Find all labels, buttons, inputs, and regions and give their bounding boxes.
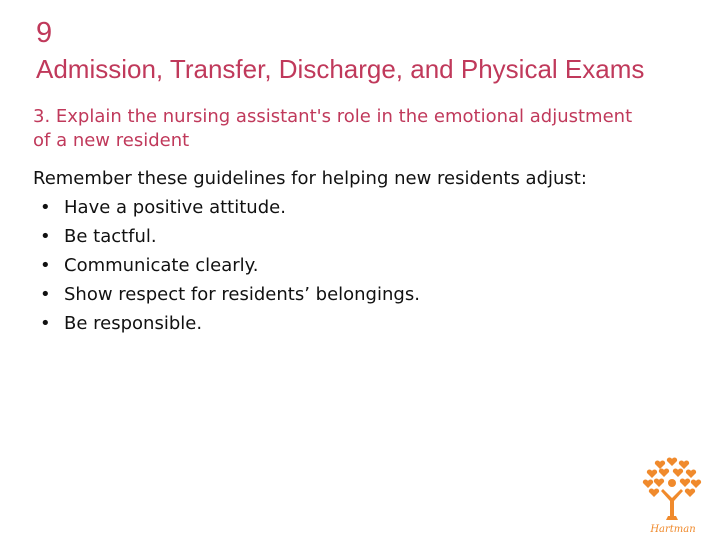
objective-heading: 3. Explain the nursing assistant's role in the emotional adjustment of a new resident [33, 106, 633, 151]
guideline-item: • Communicate clearly. [40, 251, 420, 280]
heart-tree-logo-icon [640, 456, 704, 536]
guideline-item: • Show respect for residents’ belongings. [40, 280, 420, 309]
hartman-logo [640, 456, 704, 536]
guideline-item: • Have a positive attitude. [40, 193, 420, 222]
guideline-item: • Be responsible. [40, 309, 420, 338]
guideline-list [40, 193, 420, 338]
chapter-title: Admission, Transfer, Discharge, and Physical Exams [36, 54, 645, 84]
logo-wordmark: Hartman [650, 524, 696, 535]
intro-text: Remember these guidelines for helping new residents adjust: [33, 168, 587, 189]
guideline-item: • Be tactful. [40, 222, 420, 251]
chapter-number: 9 [36, 17, 53, 49]
